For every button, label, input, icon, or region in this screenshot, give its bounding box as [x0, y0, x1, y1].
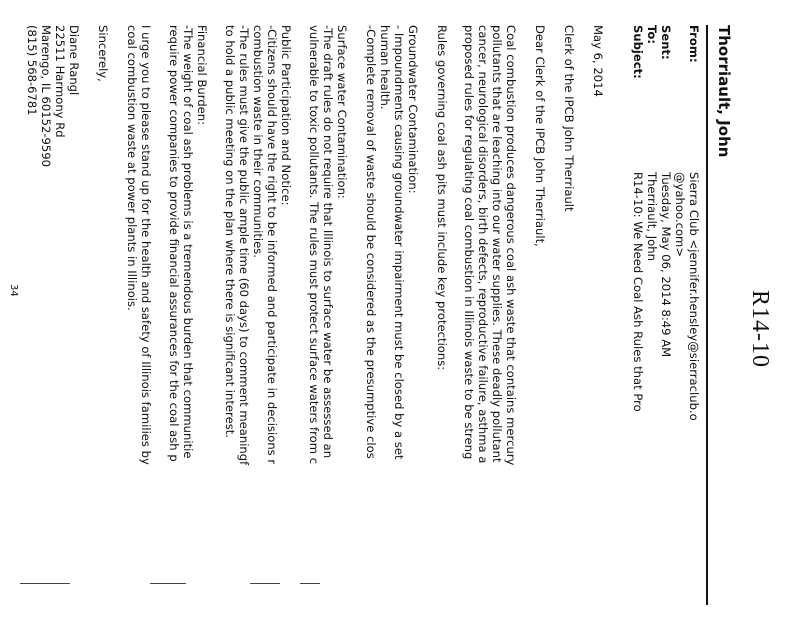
- intro-line: pollutants that are leaching into our water supplies. These deadly pollutant: [490, 25, 504, 463]
- scan-artifact: [250, 583, 280, 584]
- recipient-line: Clerk of the IPCB John Therriault: [562, 25, 576, 212]
- groundwater-heading: Groundwater Contamination:: [406, 25, 420, 194]
- intro-line: proposed rules for regulating coal combustion in Illinois waste to be streng: [462, 25, 476, 460]
- participation-heading: Public Participation and Notice:: [279, 25, 293, 206]
- header-to-row: [644, 25, 658, 44]
- financial-heading: Financial Burden:: [195, 25, 209, 126]
- participation-line: -The rules must give the public ample time (60 days) to comment meaningf: [237, 25, 251, 466]
- header-subject-row: [630, 25, 644, 79]
- from-value-continued: @yahoo.com>: [673, 172, 687, 258]
- rules-heading: Rules governing coal ash pits must include key protections:: [435, 25, 449, 371]
- groundwater-line: - Impoundments causing groundwater impairment must be closed by a set: [392, 25, 406, 460]
- subject-label: Subject:: [631, 25, 645, 79]
- header-from-row: [686, 25, 700, 63]
- intro-line: cancer, neurological disorders, birth defects, reproductive failure, asthma a: [476, 25, 490, 464]
- header-sent-row: [658, 25, 672, 60]
- financial-line: -The weight of coal ash problems is a tremendous burden that communitie: [181, 25, 195, 459]
- signature-name: Diane Rangl: [67, 25, 81, 96]
- sent-value: Tuesday, May 06, 2014 8:49 AM: [659, 172, 673, 358]
- scan-artifact: [300, 583, 320, 584]
- page-number: 34: [8, 284, 19, 297]
- subject-value: R14-10: We Need Coal Ash Rules that Pro: [631, 172, 645, 412]
- groundwater-line: human health.: [378, 25, 392, 110]
- surface-line: -The draft rules do not require that Illinois to surface water be assessed an: [321, 25, 335, 459]
- intro-line: Coal combustion produces dangerous coal ash waste that contains mercury: [504, 25, 518, 466]
- title-underline: [706, 25, 708, 605]
- financial-line: require power companies to provide financial assurances for the coal ash p: [167, 25, 181, 462]
- to-value: Therriault, John: [645, 172, 659, 261]
- letter-date: May 6, 2014: [591, 25, 605, 97]
- scan-artifact: [20, 583, 70, 584]
- surface-line: vulnerable to toxic pollutants. The rules must protect surface waters from c: [307, 25, 321, 465]
- participation-line: to hold a public meeting on the plan where there is significant interest.: [223, 25, 237, 438]
- sent-label: Sent:: [659, 25, 673, 60]
- signature-phone: (815) 568-6781: [25, 25, 39, 116]
- surface-heading: Surface water Contamination:: [335, 25, 349, 199]
- signoff: Sincerely,: [96, 25, 110, 82]
- salutation: Dear Clerk of the IPCB John Therriault,: [533, 25, 547, 247]
- participation-line: -Citizens should have the right to be informed and participate in decisions r: [265, 25, 279, 465]
- from-value: Sierra Club <jennifer.hensley@sierraclub.o: [687, 172, 701, 421]
- participation-line: combustion waste in their communities.: [251, 25, 265, 258]
- letter-title: Thorriault, John: [715, 25, 733, 158]
- groundwater-line: -Complete removal of waste should be considered as the presumptive clos: [364, 25, 378, 459]
- closing-line: coal combustion waste at power plants in Illinois.: [125, 25, 139, 311]
- to-label: To:: [645, 25, 659, 44]
- case-number: R14-10: [747, 290, 773, 368]
- scan-artifact: [150, 583, 186, 584]
- signature-city: Marengo, IL 60152-9590: [39, 25, 53, 168]
- from-label: From:: [687, 25, 701, 63]
- signature-street: 22511 Harmony Rd: [53, 25, 67, 138]
- closing-line: I urge you to please stand up for the health and safety of Illinois families by: [139, 25, 153, 465]
